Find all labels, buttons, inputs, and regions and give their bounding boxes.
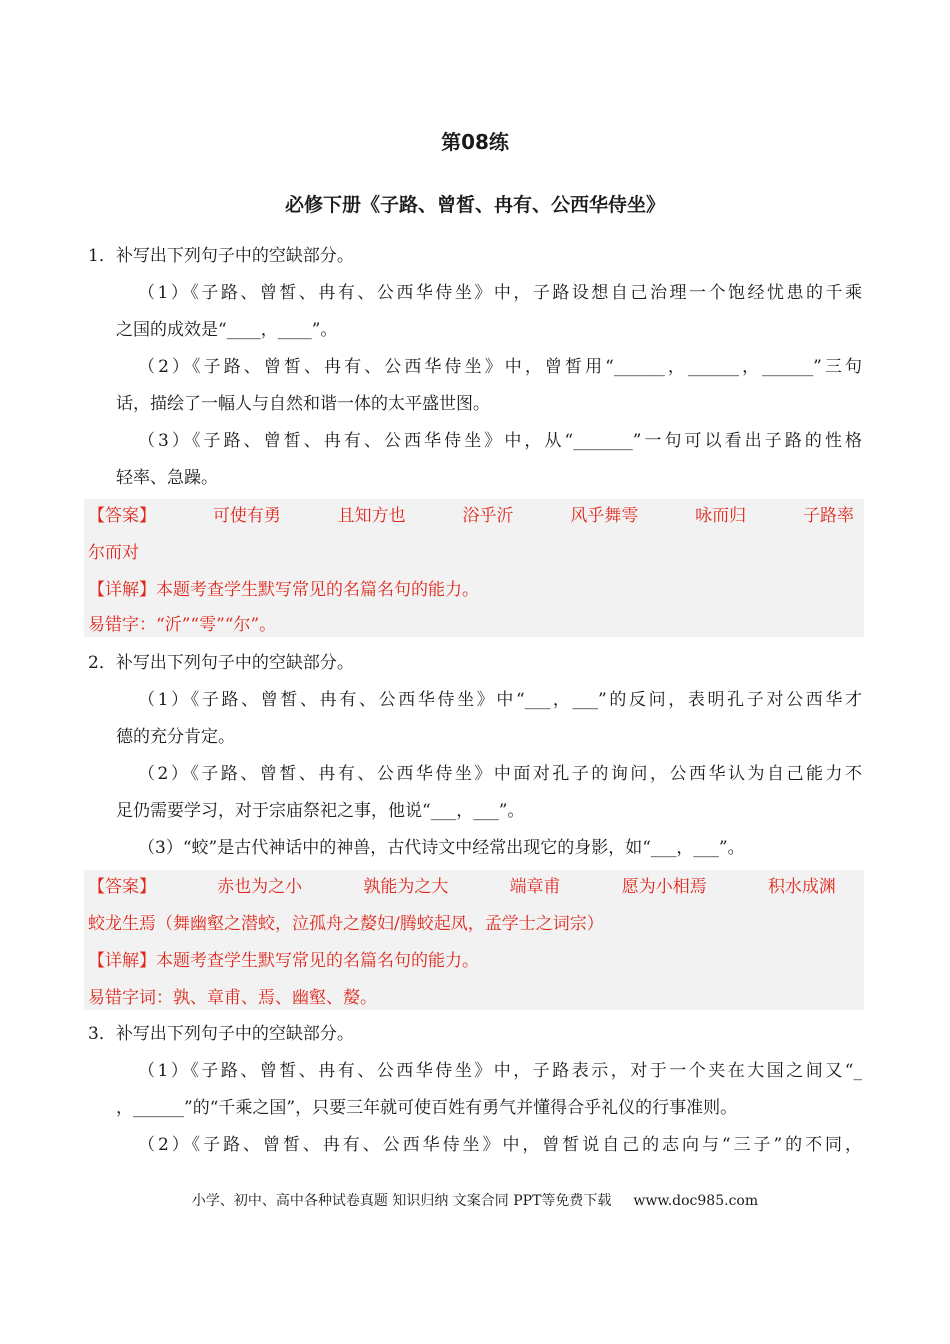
detail-1: 【详解】本题考查学生默写常见的名篇名句的能力。 xyxy=(88,580,479,600)
question-2-item-2-cont: 足仍需要学习，对于宗庙祭祀之事，他说“___，___”。 xyxy=(116,801,525,821)
answer-item: 子路率 xyxy=(802,506,854,526)
answer-item: 风乎舞雩 xyxy=(570,506,639,526)
question-1-item-2-cont: 话，描绘了一幅人与自然和谐一体的太平盛世图。 xyxy=(116,394,490,414)
question-3-stem: 3．补写出下列句子中的空缺部分。 xyxy=(88,1024,354,1044)
question-1-item-1-cont: 之国的成效是“____，____”。 xyxy=(116,320,338,340)
question-3-item-1-cont: ，______”的“千乘之国”，只要三年就可使百姓有勇气并懂得合乎礼仪的行事准则。 xyxy=(116,1098,738,1118)
question-2-item-1: （1）《子路、曾皙、冉有、公西华侍坐》中“___，___”的反问，表明孔子对公西华才 xyxy=(138,690,862,710)
question-2-stem: 2．补写出下列句子中的空缺部分。 xyxy=(88,653,354,673)
page-footer xyxy=(0,1190,950,1210)
footer-text: 小学、初中、高中各种试卷真题 知识归纳 文案合同 PPT等免费下载 xyxy=(191,1193,612,1209)
answer-cont-2: 蛟龙生焉（舞幽壑之潜蛟，泣孤舟之嫠妇/腾蛟起凤，孟学士之词宗） xyxy=(88,914,604,934)
question-1-stem: 1．补写出下列句子中的空缺部分。 xyxy=(88,246,354,266)
question-3-item-1: （1）《子路、曾皙、冉有、公西华侍坐》中，子路表示，对于一个夹在大国之间又“_ xyxy=(138,1061,862,1081)
page-title: 第08练 xyxy=(441,130,509,154)
question-1-item-3: （3）《子路、曾皙、冉有、公西华侍坐》中，从“_______”一句可以看出子路的性格 xyxy=(138,431,862,451)
answer-item: 端章甫 xyxy=(509,877,561,897)
answer-item: 积水成渊 xyxy=(767,877,836,897)
typo-note-1: 易错字：“沂”“雩”“尔”。 xyxy=(88,615,277,635)
answer-item: 可使有勇 xyxy=(212,506,281,526)
typo-note-2: 易错字词：孰、章甫、焉、幽壑、嫠。 xyxy=(88,988,377,1008)
answer-item: 孰能为之大 xyxy=(363,877,449,897)
answer-row-2 xyxy=(88,875,836,899)
answer-item: 浴乎沂 xyxy=(462,506,514,526)
question-1-item-3-cont: 轻率、急躁。 xyxy=(116,468,218,488)
answer-item: 赤也为之小 xyxy=(217,877,303,897)
question-2-item-1-cont: 德的充分肯定。 xyxy=(116,727,235,747)
answer-item: 且知方也 xyxy=(337,506,406,526)
question-1-item-2: （2）《子路、曾皙、冉有、公西华侍坐》中，曾皙用“______，______，______”三句 xyxy=(138,357,862,377)
answer-label: 【答案】 xyxy=(88,877,156,897)
page-subtitle: 必修下册《子路、曾皙、冉有、公西华侍坐》 xyxy=(284,194,665,216)
answer-label: 【答案】 xyxy=(88,506,156,526)
footer-link[interactable]: www.doc985.com xyxy=(633,1193,759,1209)
answer-row-1 xyxy=(88,504,854,528)
question-3-item-2: （2）《子路、曾皙、冉有、公西华侍坐》中，曾皙说自己的志向与“三子”的不同， xyxy=(138,1135,862,1155)
answer-item: 愿为小相焉 xyxy=(621,877,707,897)
answer-item: 咏而归 xyxy=(695,506,747,526)
question-1-item-1: （1）《子路、曾皙、冉有、公西华侍坐》中，子路设想自己治理一个饱经忧患的千乘 xyxy=(138,283,862,303)
question-2-item-3: （3）“蛟”是古代神话中的神兽，古代诗文中经常出现它的身影，如“___，___”。 xyxy=(138,838,745,858)
question-2-item-2: （2）《子路、曾皙、冉有、公西华侍坐》中面对孔子的询问，公西华认为自己能力不 xyxy=(138,764,862,784)
detail-2: 【详解】本题考查学生默写常见的名篇名句的能力。 xyxy=(88,951,479,971)
answer-cont-1: 尔而对 xyxy=(88,543,139,563)
